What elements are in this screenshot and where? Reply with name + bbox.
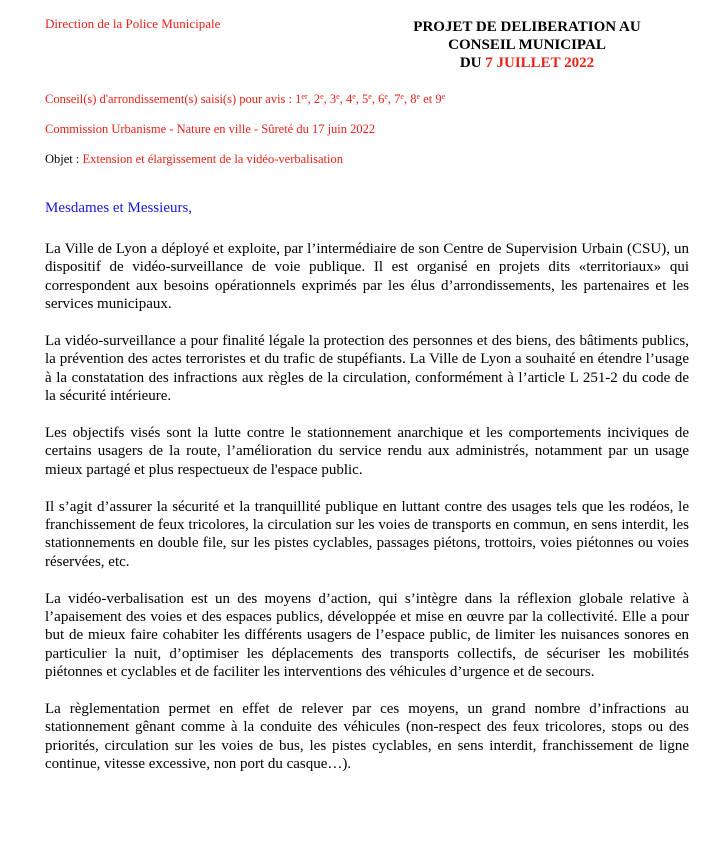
conseils-line — [45, 92, 445, 107]
arrondissement-suffix: e — [320, 92, 324, 101]
arrondissement-item: 9 — [435, 92, 442, 106]
title-date-prefix: DU — [459, 55, 482, 71]
arrondissement-separator: , — [371, 92, 379, 106]
arrondissements-list — [295, 92, 445, 106]
arrondissement-suffix: e — [384, 92, 388, 101]
title-date: 7 JUILLET 2022 — [485, 55, 595, 71]
arrondissement-item: 1 — [295, 92, 302, 106]
objet-label: Objet : — [45, 152, 83, 166]
arrondissement-suffix: e — [416, 92, 421, 101]
conseils-label: Conseil(s) d'arrondissement(s) saisi(s) pour avis : — [45, 92, 296, 106]
paragraph: Il s’agit d’assurer la sécurité et la tranquillité publique en luttant contre des usages tels que les rodéos, le franchissement de feux tricolores, la circulation sur les voies de transports en commun, en sens interdit, les stationnements en double file, sur les pistes cyclables, passages piétons, trottoirs, voies piétonnes ou voies réservées, etc. — [45, 498, 689, 570]
arrondissement-item: 7 — [394, 92, 401, 106]
commission-line: Commission Urbanisme - Nature en ville - Sûreté du 17 juin 2022 — [45, 122, 376, 136]
salutation: Mesdames et Messieurs, — [45, 200, 193, 216]
arrondissement-separator: , — [307, 92, 314, 106]
title-line-2: CONSEIL MUNICIPAL — [448, 37, 606, 53]
arrondissement-suffix: e — [336, 92, 340, 101]
arrondissement-separator: et — [420, 92, 436, 106]
objet-value: Extension et élargissement de la vidéo-verbalisation — [82, 152, 343, 166]
arrondissement-item: 4 — [345, 92, 353, 106]
document-title — [372, 18, 682, 72]
arrondissement-item: 3 — [329, 92, 337, 106]
title-date-line — [372, 54, 682, 72]
arrondissement-suffix: e — [352, 92, 356, 101]
paragraph: La vidéo-surveillance a pour finalité légale la protection des personnes et des biens, des bâtiments publics, la prévention des actes terroristes et du trafic de stupéfiants. La Ville de Lyon a souhaité en étendre l’usage à la constatation des infractions aux règles de la circulation, conformément à l’article L 251-2 du code de la sécurité intérieure. — [45, 333, 689, 405]
arrondissement-item: 6 — [378, 92, 385, 106]
arrondissement-suffix: e — [441, 92, 446, 101]
paragraph: La vidéo-verbalisation est un des moyens d’action, qui s’intègre dans la réflexion globale relative à l’apaisement des voies et des espaces publics, développée et mise en œuvre par la collectivité. Elle a pour but de mieux faire cohabiter les différents usagers de l’espace public, de limiter les nuisances sonores en particulier la nuit, d’optimiser les déplacements des transports collectifs, de sécuriser les mobilités piétonnes et cyclables et de faciliter les interventions des véhicules d’urgence et de secours. — [45, 590, 689, 681]
arrondissement-suffix: e — [400, 92, 404, 101]
arrondissement-item: 2 — [313, 92, 321, 106]
arrondissement-suffix: e — [368, 92, 372, 101]
arrondissement-separator: , — [339, 92, 346, 106]
arrondissement-suffix: er — [301, 92, 308, 101]
arrondissement-separator: , — [355, 92, 363, 106]
paragraph: La Ville de Lyon a déployé et exploite, par l’intermédiaire de son Centre de Supervision Urbain (CSU), un dispositif de vidéo-surveillance de voie publique. Il est organisé en projets dits «territoriaux» qui correspondent aux besoins opérationnels exprimés par les élus d’arrondissements, les partenaires et les services municipaux. — [45, 241, 689, 313]
arrondissement-item: 5 — [362, 92, 369, 106]
arrondissement-separator: , — [387, 92, 395, 106]
title-line-1: PROJET DE DELIBERATION AU — [413, 19, 641, 35]
paragraph: Les objectifs visés sont la lutte contre le stationnement anarchique et les comportements inciviques de certains usagers de la route, l’amélioration du service rendu aux administrés, notamment par un usage mieux partagé et plus respectueux de l'espace public. — [45, 425, 689, 478]
paragraph: La règlementation permet en effet de relever par ces moyens, un grand nombre d’infractions au stationnement gênant comme à la conduite des véhicules (non-respect des feux tricolores, stops ou des priorités, circulation sur les voies de bus, les pistes cyclables, en sens interdit, franchissement de ligne continue, vitesse excessive, non port du casque…). — [45, 701, 689, 773]
body-text — [45, 240, 689, 792]
arrondissement-item: 8 — [410, 92, 417, 106]
arrondissement-separator: , — [323, 92, 330, 106]
arrondissement-separator: , — [403, 92, 411, 106]
objet-line — [45, 152, 343, 167]
department-name: Direction de la Police Municipale — [45, 16, 221, 31]
